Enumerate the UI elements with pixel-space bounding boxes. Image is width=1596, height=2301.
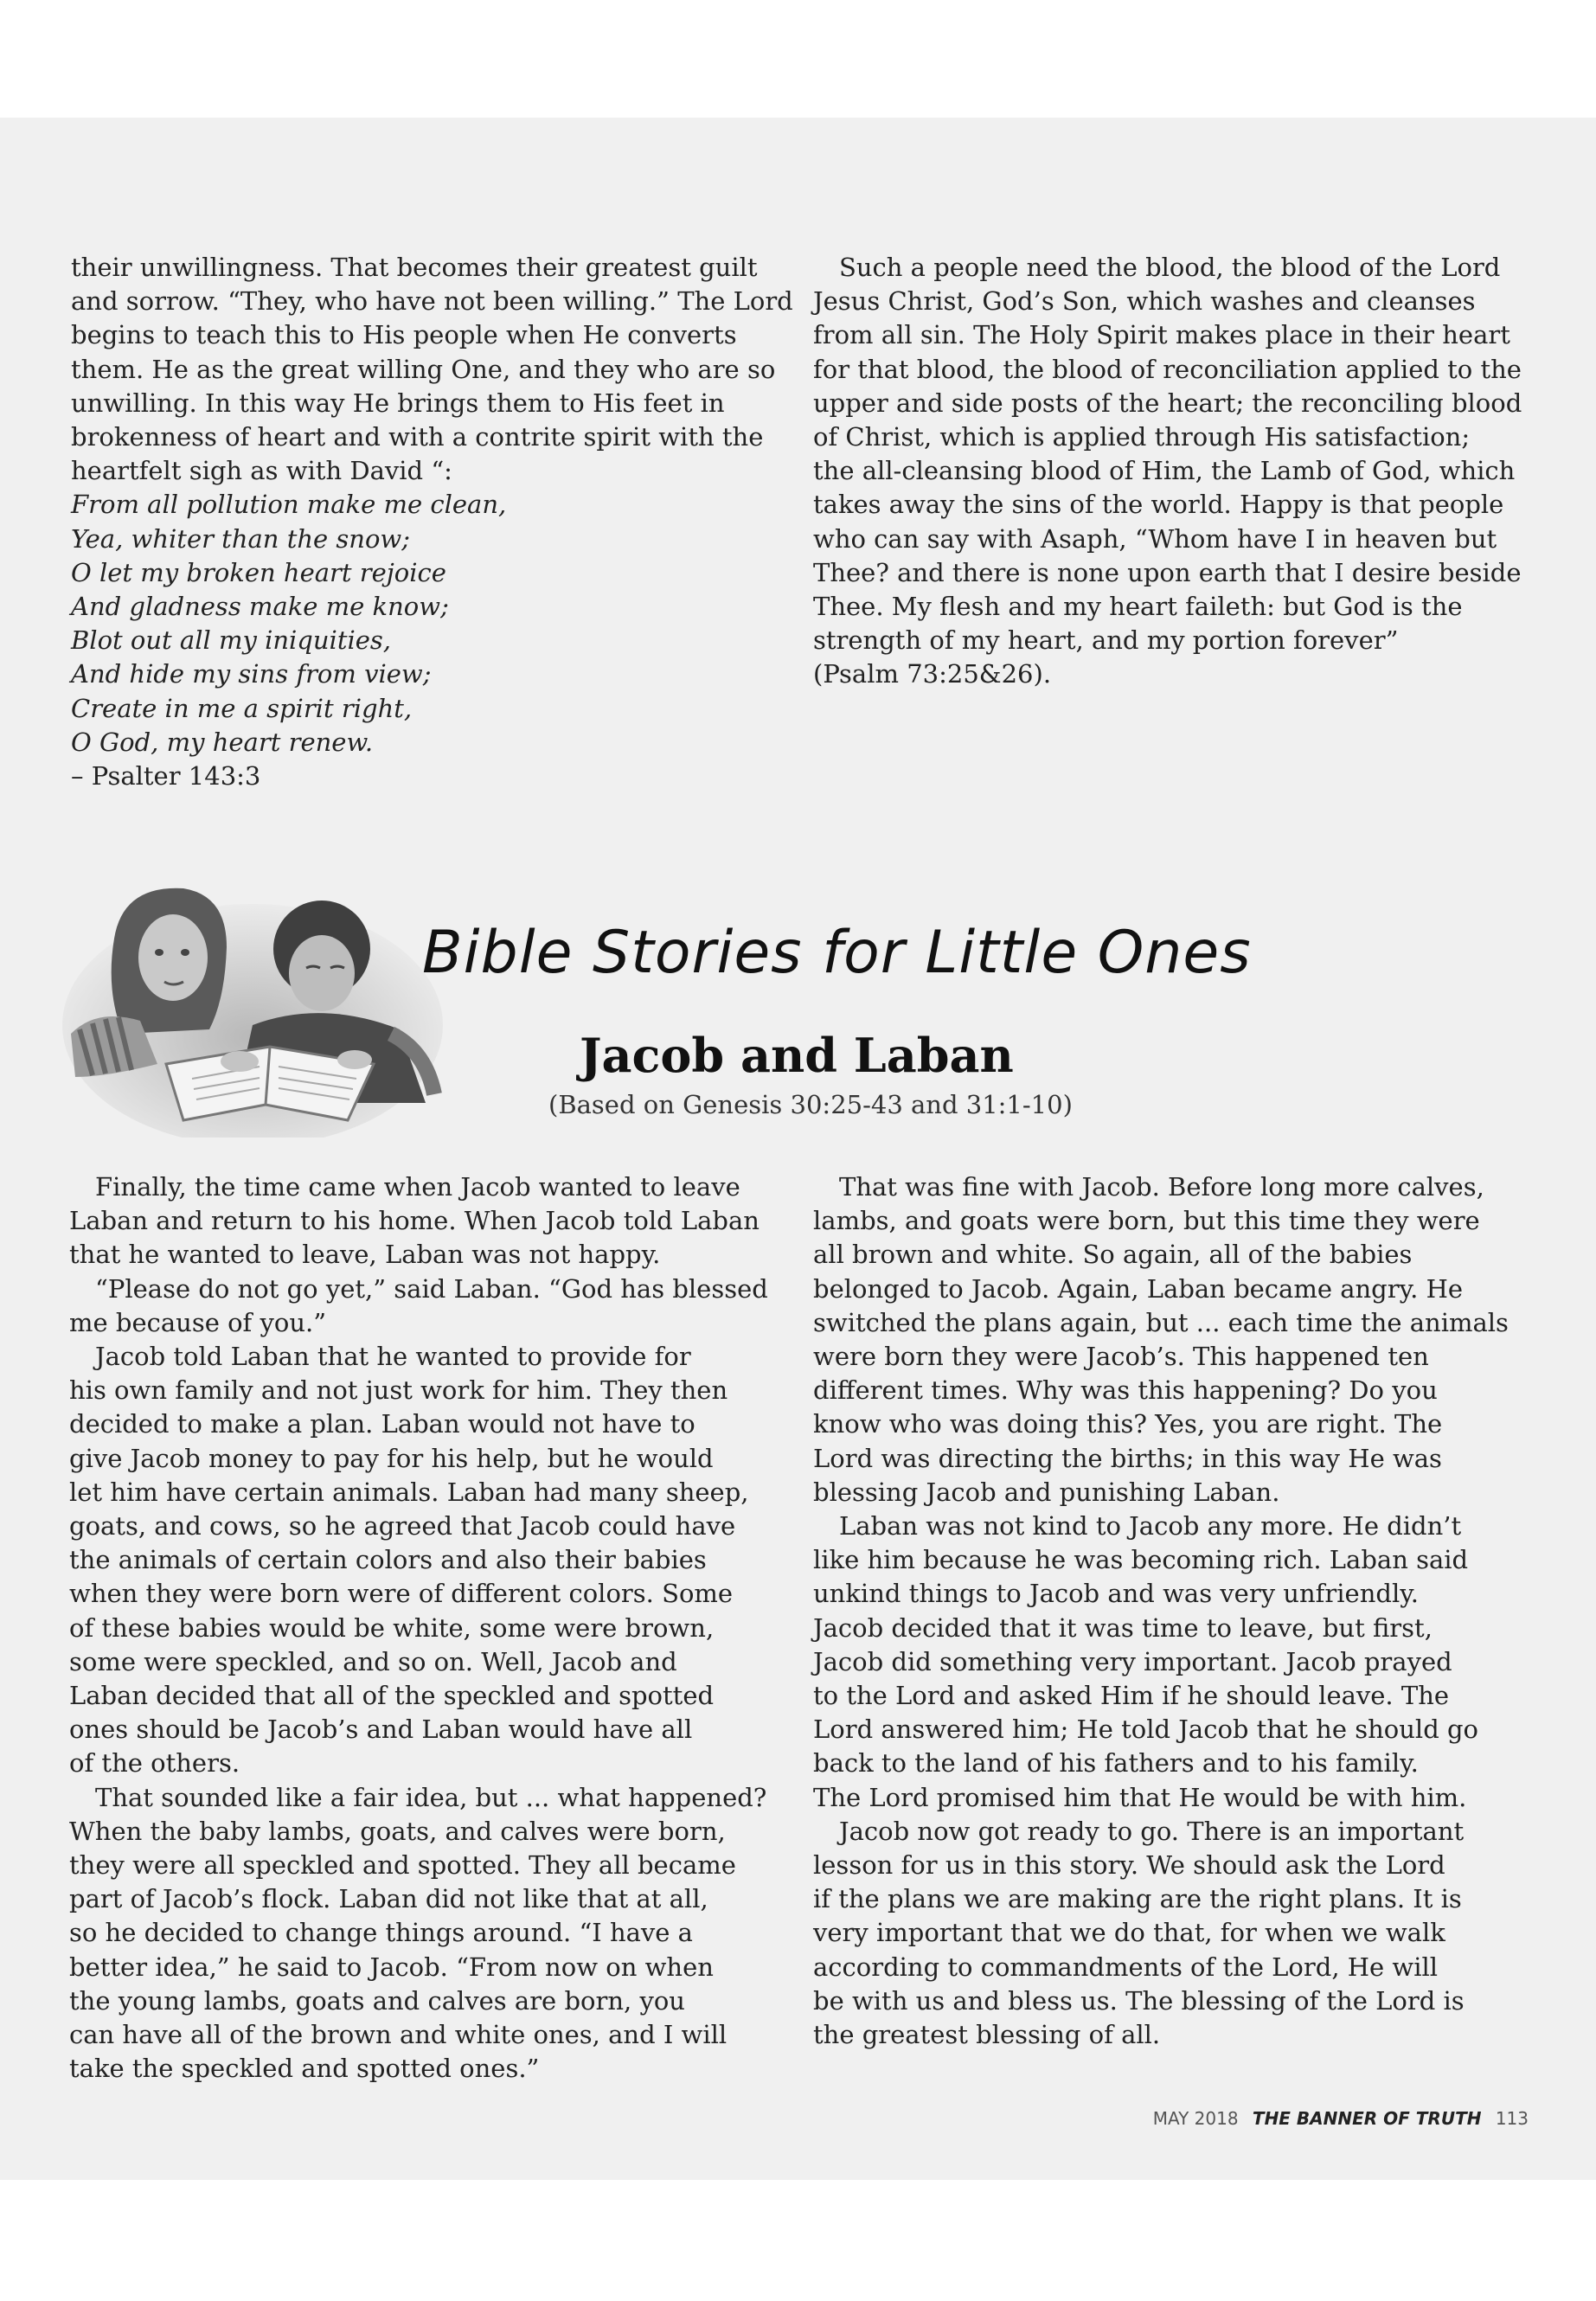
issue-date: MAY 2018: [1152, 2108, 1239, 2129]
text-line: When the baby lambs, goats, and calves were born,: [69, 1816, 726, 1846]
continued-article-right-column: [813, 251, 1522, 692]
text-line: decided to make a plan. Laban would not have to: [69, 1409, 695, 1439]
text-line: from all sin. The Holy Spirit makes place in their heart: [813, 320, 1510, 350]
page-number: 113: [1495, 2108, 1529, 2129]
poem-line: Create in me a spirit right,: [71, 693, 413, 723]
text-line: the young lambs, goats and calves are born, you: [69, 1985, 685, 2016]
text-line: Jesus Christ, God’s Son, which washes and cleanses: [813, 286, 1476, 317]
text-line: Jacob decided that it was time to leave, but first,: [813, 1612, 1433, 1643]
text-line: back to the land of his fathers and to his family.: [813, 1748, 1419, 1779]
text-line: be with us and bless us. The blessing of the Lord is: [813, 1985, 1465, 2016]
text-line: some were speckled, and so on. Well, Jacob and: [69, 1646, 677, 1676]
text-line: who can say with Asaph, “Whom have I in heaven but: [813, 523, 1497, 554]
text-line: Lord answered him; He told Jacob that he should go: [813, 1715, 1479, 1745]
story-left-column: [69, 1170, 768, 2086]
text-line: them. He as the great willing One, and they who are so: [71, 354, 776, 384]
text-line: (Psalm 73:25&26).: [813, 659, 1052, 689]
text-line: blessing Jacob and punishing Laban.: [813, 1477, 1280, 1507]
text-line: “Please do not go yet,” said Laban. “God has blessed: [95, 1273, 768, 1304]
story-title: Jacob and Laban: [580, 1028, 1014, 1083]
text-line: and sorrow. “They, who have not been willing.” The Lord: [71, 286, 793, 317]
text-line: all brown and white. So again, all of the babies: [813, 1240, 1413, 1270]
magazine-name: THE BANNER OF TRUTH: [1252, 2108, 1482, 2129]
text-line: unwilling. In this way He brings them to His feet in: [71, 388, 725, 418]
text-line: for that blood, the blood of reconciliation applied to the: [813, 354, 1522, 384]
text-line: give Jacob money to pay for his help, but he would: [69, 1443, 714, 1473]
text-line: brokenness of heart and with a contrite spirit with the: [71, 422, 764, 452]
text-line: The Lord promised him that He would be with him.: [813, 1782, 1467, 1812]
text-line: Finally, the time came when Jacob wanted to leave: [95, 1172, 740, 1202]
text-line: of Christ, which is applied through His satisfaction;: [813, 422, 1471, 452]
story-right-column: [813, 1170, 1509, 2052]
text-line: upper and side posts of the heart; the reconciling blood: [813, 388, 1522, 418]
text-line: his own family and not just work for him. They then: [69, 1375, 728, 1406]
section-title: Bible Stories for Little Ones: [422, 919, 1252, 987]
text-line: strength of my heart, and my portion forever”: [813, 625, 1399, 656]
text-line: part of Jacob’s flock. Laban did not like that at all,: [69, 1884, 708, 1914]
text-line: Thee. My flesh and my heart faileth: but God is the: [813, 592, 1463, 622]
text-line: Such a people need the blood, the blood of the Lord: [839, 253, 1501, 282]
text-line: were born they were Jacob’s. This happened ten: [813, 1342, 1429, 1372]
poem-line: Blot out all my iniquities,: [71, 625, 392, 656]
text-line: me because of you.”: [69, 1307, 327, 1337]
text-line: like him because he was becoming rich. Laban said: [813, 1545, 1469, 1575]
poem-line: And gladness make me know;: [71, 592, 449, 622]
text-line: different times. Why was this happening? Do you: [813, 1375, 1438, 1406]
text-line: when they were born were of different colors. Some: [69, 1579, 734, 1609]
text-line: the greatest blessing of all.: [813, 2020, 1161, 2050]
children-reading-illustration: [62, 878, 443, 1138]
text-line: take the speckled and spotted ones.”: [69, 2054, 540, 2084]
poem-line: And hide my sins from view;: [71, 659, 432, 689]
poem-line: O let my broken heart rejoice: [71, 557, 446, 587]
text-line: takes away the sins of the world. Happy is that people: [813, 490, 1504, 520]
poem-line: O God, my heart renew.: [71, 727, 374, 757]
text-line: Laban decided that all of the speckled and spotted: [69, 1681, 715, 1711]
text-line: better idea,” he said to Jacob. “From now on when: [69, 1952, 714, 1982]
text-line: That was fine with Jacob. Before long more calves,: [839, 1172, 1484, 1202]
text-line: Laban was not kind to Jacob any more. He didn’t: [839, 1511, 1462, 1541]
text-line: of these babies would be white, some were brown,: [69, 1612, 715, 1643]
poem-source: – Psalter 143:3: [71, 761, 261, 792]
text-line: lambs, and goats were born, but this time they were: [813, 1206, 1480, 1236]
text-line: heartfelt sigh as with David “:: [71, 456, 452, 486]
text-line: that he wanted to leave, Laban was not happy.: [69, 1240, 661, 1270]
text-line: goats, and cows, so he agreed that Jacob could have: [69, 1511, 736, 1541]
text-line: the all-cleansing blood of Him, the Lamb of God, which: [813, 456, 1516, 486]
text-line: Jacob did something very important. Jacob prayed: [813, 1646, 1452, 1676]
text-line: to the Lord and asked Him if he should leave. The: [813, 1681, 1450, 1711]
poem-line: Yea, whiter than the snow;: [71, 523, 411, 554]
story-subtitle: (Based on Genesis 30:25-43 and 31:1-10): [548, 1090, 1073, 1119]
text-line: switched the plans again, but ... each time the animals: [813, 1307, 1509, 1337]
text-line: ones should be Jacob’s and Laban would have all: [69, 1715, 693, 1745]
text-line: if the plans we are making are the right plans. It is: [813, 1884, 1462, 1914]
text-line: unkind things to Jacob and was very unfriendly.: [813, 1579, 1419, 1609]
text-line: very important that we do that, for when we walk: [813, 1918, 1445, 1948]
text-line: their unwillingness. That becomes their greatest guilt: [71, 253, 758, 282]
text-line: belonged to Jacob. Again, Laban became angry. He: [813, 1273, 1464, 1304]
text-line: Thee? and there is none upon earth that I desire beside: [813, 557, 1522, 587]
text-line: Jacob now got ready to go. There is an important: [839, 1816, 1465, 1846]
text-line: know who was doing this? Yes, you are right. The: [813, 1409, 1443, 1439]
text-line: Lord was directing the births; in this way He was: [813, 1443, 1442, 1473]
text-line: according to commandments of the Lord, He will: [813, 1952, 1439, 1982]
page-footer: [1153, 2108, 1529, 2129]
continued-article-left-column: [71, 251, 793, 793]
text-line: let him have certain animals. Laban had many sheep,: [69, 1477, 749, 1507]
text-line: can have all of the brown and white ones, and I will: [69, 2020, 727, 2050]
text-line: Laban and return to his home. When Jacob told Laban: [69, 1206, 760, 1236]
text-line: so he decided to change things around. “I have a: [69, 1918, 693, 1948]
text-line: the animals of certain colors and also their babies: [69, 1545, 707, 1575]
text-line: lesson for us in this story. We should ask the Lord: [813, 1850, 1445, 1881]
text-line: of the others.: [69, 1748, 240, 1779]
text-line: they were all speckled and spotted. They all became: [69, 1850, 736, 1881]
text-line: That sounded like a fair idea, but ... what happened?: [95, 1782, 767, 1812]
text-line: begins to teach this to His people when He converts: [71, 320, 737, 350]
text-line: Jacob told Laban that he wanted to provide for: [95, 1342, 691, 1372]
poem-line: From all pollution make me clean,: [71, 490, 507, 520]
